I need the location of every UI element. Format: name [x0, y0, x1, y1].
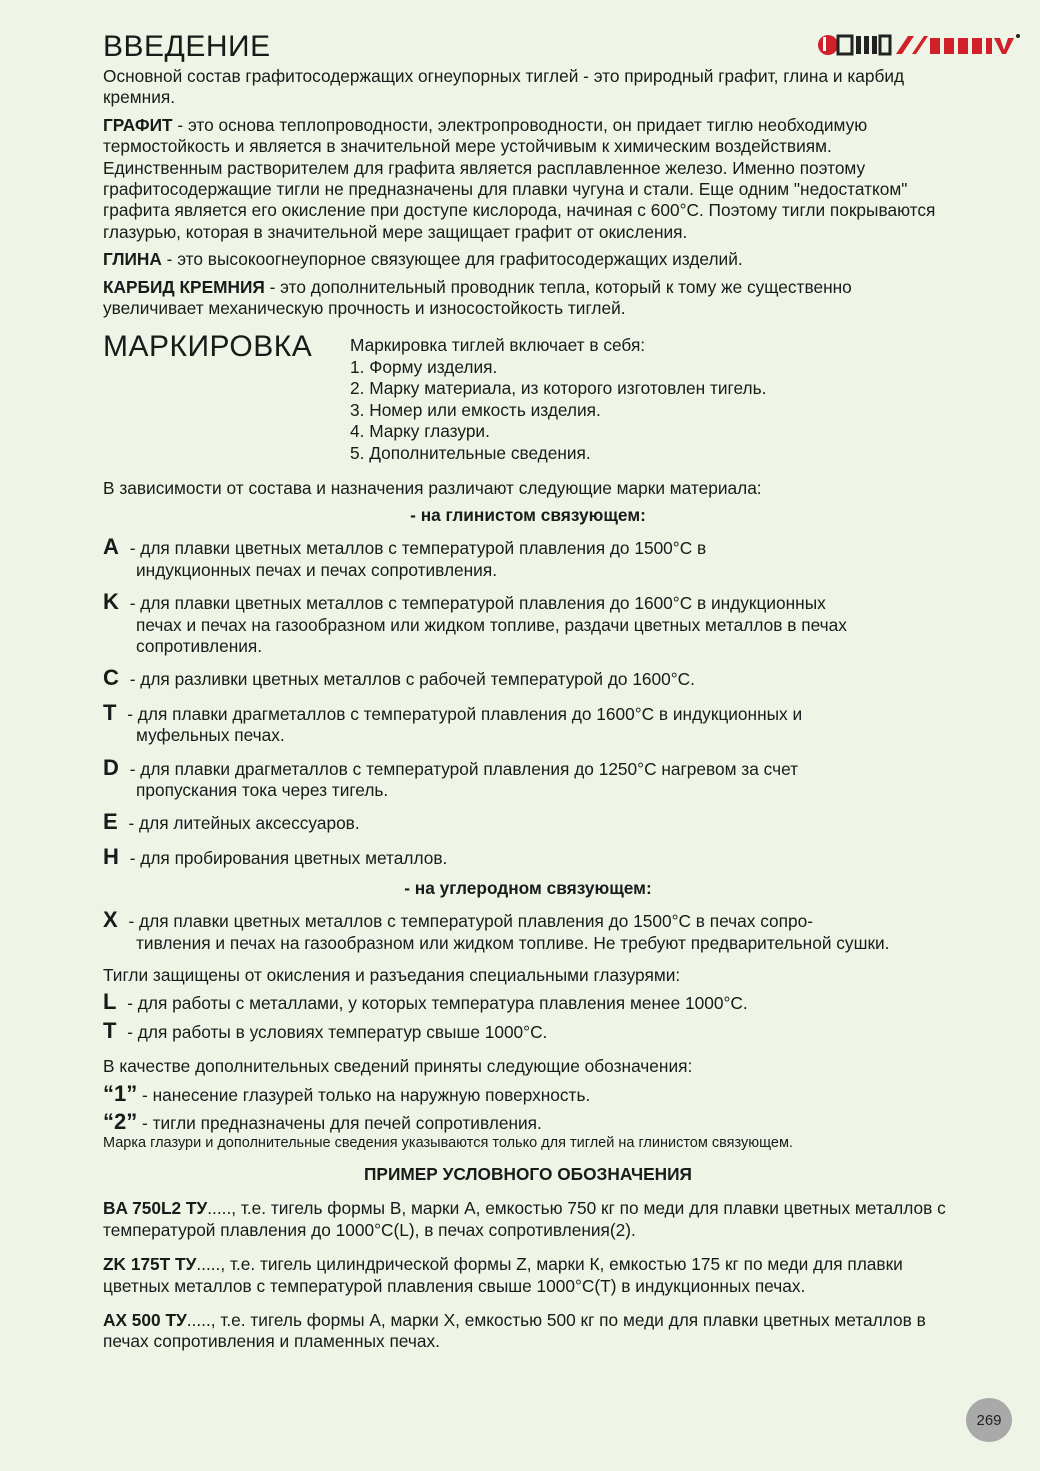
material-letter: K	[103, 589, 119, 615]
material-text: - для плавки цветных металлов с температурой плавления до 1500°С в печах сопро-	[123, 911, 813, 932]
extra-text: - нанесение глазурей только на наружную поверхность.	[137, 1084, 591, 1105]
list-item: 1. Форму изделия.	[350, 356, 498, 377]
material-letter: X	[103, 907, 118, 933]
marking-section	[103, 329, 953, 463]
material-text-cont: печах и печах на газообразном или жидком топливе, раздачи цветных металлов в печах сопротивления.	[136, 614, 847, 656]
extra-code: “1”	[103, 1080, 138, 1106]
example-text: ....., т.е. тигель цилиндрической формы Z, марки К, емкостью 175 кг по меди для плавки цветных металлов с температурой плавления свыше 1000°С(Т) в индукционных печах.	[103, 1254, 903, 1296]
material-item	[103, 699, 953, 747]
glaze-letter: L	[103, 989, 117, 1015]
example-code: AX 500 ТУ	[103, 1310, 187, 1331]
material-text-cont: индукционных печах и печах сопротивления.	[136, 559, 497, 580]
example-text: ....., т.е. тигель формы А, марки Х, емкостью 500 кг по меди для плавки цветных металлов в печах сопротивления и пламенных печах.	[103, 1310, 926, 1352]
extra-text: - тигли предназначены для печей сопротивления.	[137, 1113, 542, 1134]
material-text: - для плавки цветных металлов с температурой плавления до 1600°С в индукционных	[124, 593, 826, 614]
example-text: ....., т.е. тигель формы В, марки А, емкостью 750 кг по меди для плавки цветных металлов с температурой плавления до 1000°С(L), в печах сопротивления(2).	[103, 1198, 946, 1240]
sic-paragraph	[103, 277, 953, 320]
sic-term: КАРБИД КРЕМНИЯ	[103, 276, 265, 297]
material-text: - для пробирования цветных металлов.	[124, 847, 448, 868]
marking-lead: Маркировка тиглей включает в себя:	[350, 335, 646, 356]
page-number: 269	[966, 1398, 1012, 1442]
list-item: 2. Марку материала, из которого изготовлен тигель.	[350, 378, 767, 399]
extra-item	[103, 1080, 953, 1106]
example-item	[103, 1254, 953, 1297]
glaze-text: - для работы с металлами, у которых температура плавления менее 1000°С.	[122, 993, 748, 1014]
material-text: - для плавки драгметаллов с температурой плавления до 1600°С в индукционных и	[122, 703, 803, 724]
glaze-text: - для работы в условиях температур свыше 1000°С.	[122, 1021, 548, 1042]
material-item	[103, 754, 953, 802]
intro-title: ВВЕДЕНИЕ	[103, 30, 271, 63]
glaze-letter: T	[103, 1017, 117, 1043]
list-item: 4. Марку глазури.	[350, 421, 490, 442]
example-heading: ПРИМЕР УСЛОВНОГО ОБОЗНАЧЕНИЯ	[364, 1164, 692, 1185]
material-text: - для разливки цветных металлов с рабочей температурой до 1600°С.	[124, 669, 695, 690]
marking-title: МАРКИРОВКА	[103, 330, 313, 364]
intro-paragraph: Основной состав графитосодержащих огнеупорных тиглей - это природный графит, глина и карбид кремния.	[103, 66, 905, 108]
material-text-cont: пропускания тока через тигель.	[136, 779, 389, 800]
material-item	[103, 811, 953, 834]
glaze-item	[103, 1017, 953, 1043]
material-letter: D	[103, 754, 119, 780]
material-letter: E	[103, 809, 118, 835]
marking-list	[350, 329, 766, 463]
material-text-cont: муфельных печах.	[136, 725, 285, 746]
extra-item	[103, 1111, 953, 1134]
graphite-text: - это основа теплопроводности, электропроводности, он придает тиглю необходимую термостойкость и является в значительной мере устойчивым к химическим воздействиям. Единственным растворителем для графита является расплавленное железо. Именно поэтому графитосодержащие тигли не предназначены для плавки чугуна и стали. Еще одним "недостатком" графита является его окисление при доступе кислорода, начиная с 600°С. Поэтому тигли покрываются глазурью, которая в значительной мере защищает графит от окисления.	[103, 114, 936, 242]
extra-code: “2”	[103, 1109, 138, 1135]
graphite-paragraph	[103, 115, 953, 243]
clay-bond-heading: - на глинистом связующем:	[410, 505, 646, 526]
carbon-bond-heading: - на углеродном связующем:	[404, 878, 652, 899]
material-text: - для плавки драгметаллов с температурой плавления до 1250°С нагревом за счет	[124, 758, 799, 779]
extra-intro: В качестве дополнительных сведений приняты следующие обозначения:	[103, 1056, 693, 1077]
material-letter: T	[103, 699, 117, 725]
clay-paragraph	[103, 249, 953, 270]
material-item	[103, 591, 953, 657]
list-item: 5. Дополнительные сведения.	[350, 442, 591, 463]
sic-text: - это дополнительный проводник тепла, который к тому же существенно увеличивает механическую прочность и износостойкость тиглей.	[103, 276, 852, 319]
example-item	[103, 1198, 953, 1241]
example-code: BA 750L2 ТУ	[103, 1198, 208, 1219]
list-item: 3. Номер или емкость изделия.	[350, 399, 601, 420]
page-content	[103, 28, 953, 1353]
glaze-item	[103, 991, 953, 1014]
material-item	[103, 843, 953, 869]
material-letter: A	[103, 534, 119, 560]
material-letter: C	[103, 665, 119, 691]
material-item	[103, 909, 953, 954]
material-text-cont: тивления и печах на газообразном или жидком топливе. Не требуют предварительной сушки.	[136, 932, 890, 953]
material-text: - для плавки цветных металлов с температурой плавления до 1500°С в	[124, 538, 707, 559]
clay-term: ГЛИНА	[103, 249, 162, 270]
material-letter: H	[103, 843, 119, 869]
materials-intro: В зависимости от состава и назначения различают следующие марки материала:	[103, 477, 762, 498]
material-item	[103, 536, 953, 581]
extra-note: Марка глазури и дополнительные сведения указываются только для тиглей на глинистом связующем.	[103, 1135, 793, 1152]
glaze-intro: Тигли защищены от окисления и разъедания специальными глазурями:	[103, 965, 681, 985]
material-item	[103, 667, 953, 690]
material-text: - для литейных аксессуаров.	[123, 813, 360, 834]
example-item	[103, 1310, 953, 1353]
example-code: ZK 175T ТУ	[103, 1254, 197, 1275]
graphite-term: ГРАФИТ	[103, 114, 173, 135]
clay-text: - это высокоогнеупорное связующее для графитосодержащих изделий.	[161, 249, 743, 270]
